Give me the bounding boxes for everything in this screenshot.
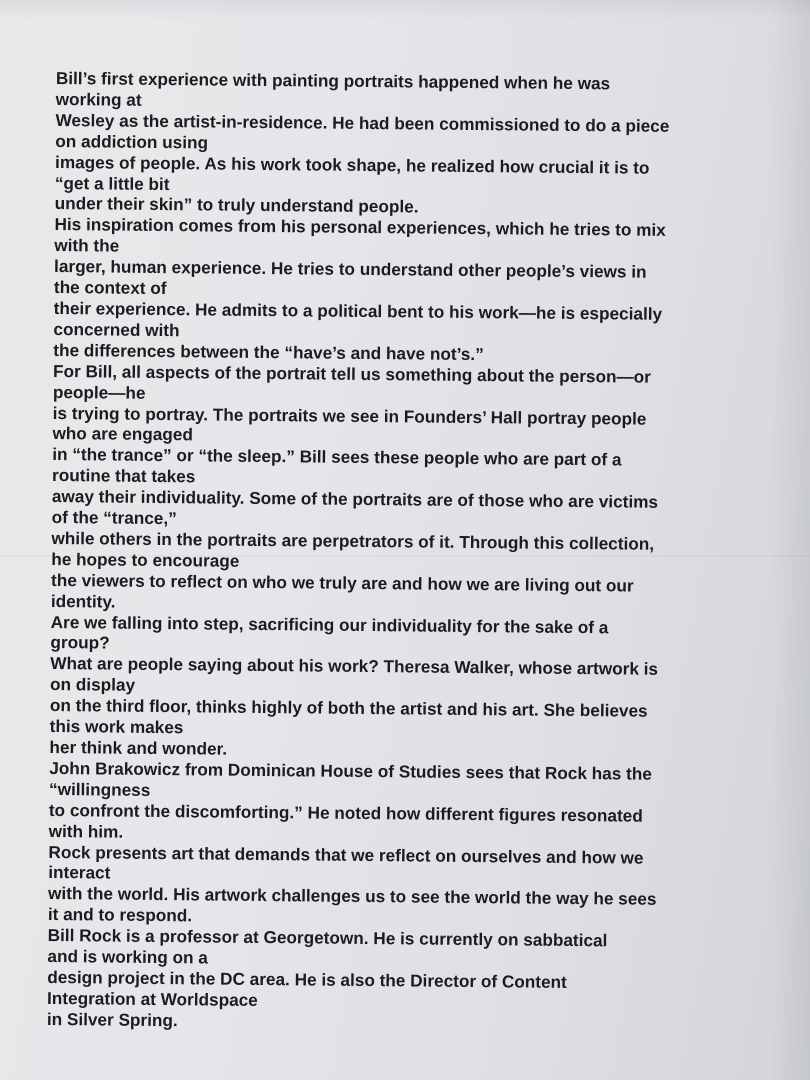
- text-line: images of people. As his work took shape, he realized how crucial it is to: [55, 151, 650, 178]
- text-line: routine that takes: [51, 465, 196, 487]
- text-line: Bill’s first experience with painting portraits happened when he was: [55, 68, 611, 94]
- text-line: “willingness: [48, 778, 151, 800]
- text-line: this work makes: [49, 716, 184, 738]
- text-line: with him.: [48, 820, 124, 842]
- text-line: with the world. His artwork challenges us to see the world the way he sees: [47, 883, 657, 910]
- page-top-shadow: [0, 0, 810, 20]
- text-line: her think and wonder.: [49, 736, 228, 759]
- text-line: their experience. He admits to a political bent to his work—he is especially: [53, 297, 663, 324]
- text-line: larger, human experience. He tries to understand other people’s views in: [54, 256, 647, 282]
- text-line: the context of: [53, 277, 167, 299]
- text-line: Rock presents art that demands that we reflect on ourselves and how we: [48, 841, 644, 868]
- text-line: to confront the discomforting.” He noted how different figures resonated: [48, 799, 643, 826]
- text-line: on addiction using: [55, 130, 209, 153]
- text-line: on display: [49, 674, 136, 696]
- text-line: Integration at Worldspace: [46, 987, 258, 1010]
- text-line: it and to respond.: [47, 904, 193, 926]
- text-line: the viewers to reflect on who we truly are and how we are living out our: [50, 569, 634, 596]
- text-line: in “the trance” or “the sleep.” Bill sees these people who are part of a: [52, 444, 622, 470]
- text-line: people—he: [52, 381, 146, 403]
- text-line: in Silver Spring.: [46, 1008, 178, 1030]
- text-line: of the “trance,”: [51, 507, 177, 529]
- text-line: What are people saying about his work? Theresa Walker, whose artwork is: [50, 653, 659, 680]
- text-line: and is working on a: [47, 946, 209, 968]
- page-edge-shadow: [770, 0, 810, 1080]
- text-line: “get a little bit: [54, 172, 170, 194]
- text-line: design project in the DC area. He is also the Director of Content: [47, 966, 567, 992]
- text-line: on the third floor, thinks highly of both the artist and his art. She believes: [49, 695, 648, 721]
- text-line: with the: [54, 235, 120, 256]
- text-line: His inspiration comes from his personal experiences, which he tries to mix: [54, 214, 666, 241]
- text-line: is trying to portray. The portraits we see in Founders’ Hall portray people: [52, 402, 647, 429]
- text-line: interact: [48, 862, 111, 883]
- text-line: working at: [55, 88, 142, 110]
- text-line: Wesley as the artist-in-residence. He had been commissioned to do a piece: [55, 109, 670, 136]
- text-line: away their individuality. Some of the portraits are of those who are victims: [51, 486, 659, 512]
- text-line: under their skin” to truly understand people.: [54, 193, 419, 217]
- text-line: Bill Rock is a professor at Georgetown. He is currently on sabbatical: [47, 925, 608, 951]
- text-line: identity.: [50, 590, 116, 612]
- text-line: group?: [50, 632, 110, 654]
- article-text: [47, 68, 756, 1036]
- text-line: Are we falling into step, sacrificing our individuality for the sake of a: [50, 611, 609, 637]
- text-line: For Bill, all aspects of the portrait tell us something about the person—or: [52, 360, 651, 387]
- text-line: he hopes to encourage: [51, 548, 240, 571]
- text-line: John Brakowicz from Dominican House of Studies sees that Rock has the: [49, 757, 653, 784]
- text-line: while others in the portraits are perpetrators of it. Through this collection,: [51, 527, 655, 554]
- text-line: concerned with: [53, 318, 180, 341]
- text-line: the differences between the “have’s and have not’s.”: [53, 339, 484, 364]
- text-line: who are engaged: [52, 423, 193, 445]
